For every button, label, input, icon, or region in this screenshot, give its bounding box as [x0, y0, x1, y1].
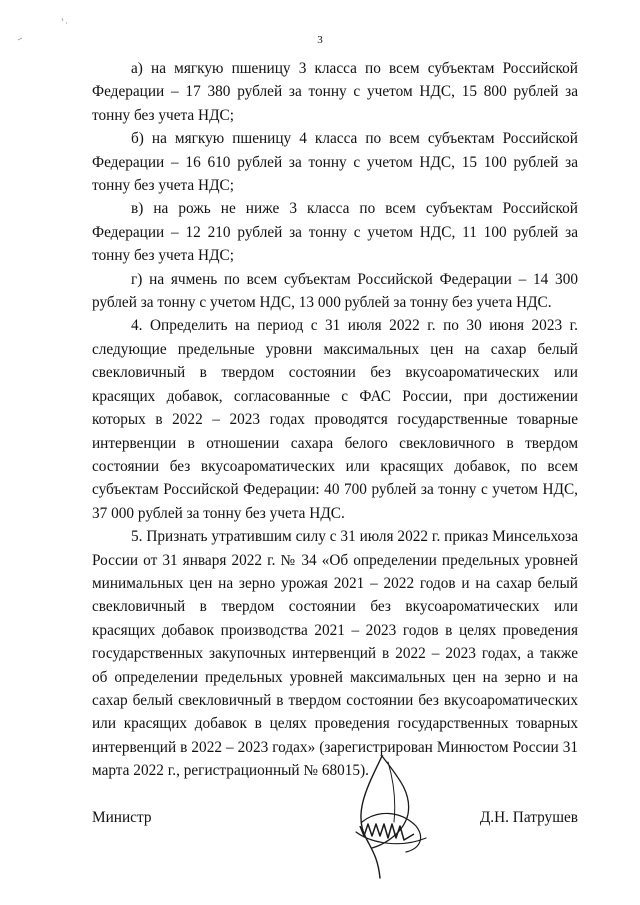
item-4-sugar-max-price: 4. Определить на период с 31 июля 2022 г. по 30 июня 2023 г. следующие предельные уровни максимальных цен на сахар белый свекловичный в твердом состоянии без вкусоароматических или красящих добавок, согласованные с ФАС России, при достижении которых в 2022 – 2023 годах проводятся государственные товарные интервенции в отношении сахара белого свекловичного в твердом состоянии без вкусоароматических или красящих добавок, по всем субъектам Российской Федерации: 40 700 рублей за тонну с учетом НДС, 37 000 рублей за тонну без учета НДС.	[92, 317, 578, 522]
clause-a-soft-wheat-class-3: а) на мягкую пшеницу 3 класса по всем субъектам Российской Федерации – 17 380 рублей за тонну с учетом НДС, 15 800 рублей за тонну без учета НДС;	[92, 60, 578, 124]
signatory-title: Министр	[92, 809, 152, 826]
signature-block	[92, 806, 578, 836]
clause-b-soft-wheat-class-4: б) на мягкую пшеницу 4 класса по всем субъектам Российской Федерации – 16 610 рублей за тонну с учетом НДС, 15 100 рублей за тонну без учета НДС;	[92, 130, 578, 195]
document-body	[92, 57, 578, 783]
item-5-repeal-order: 5. Признать утратившим силу с 31 июля 2022 г. приказ Минсельхоза России от 31 января 2022 г. № 34 «Об определении предельных уровней минимальных цен на зерно урожая 2021 – 2022 годов и на сахар белый свекловичный в твердом состоянии без вкусоароматических или красящих добавок производства 2021 – 2023 годов в целях проведения государственных закупочных интервенций в 2022 – 2023 годах, а также об определении предельных уровней максимальных цен на зерно и на сахар белый свекловичный в твердом состоянии без вкусоароматических или красящих добавок в целях проведения государственных товарных интервенций в 2022 – 2023 годах» (зарегистрирован Минюстом России 31 марта 2022 г., регистрационный № 68015).	[92, 528, 578, 780]
clause-g-barley: г) на ячмень по всем субъектам Российской Федерации – 14 300 рублей за тонну с учетом НДС, 13 000 рублей за тонну без учета НДС.	[92, 270, 578, 312]
clause-v-rye-class-3: в) на рожь не ниже 3 класса по всем субъектам Российской Федерации – 12 210 рублей за тонну с учетом НДС, 11 100 рублей за тонну без учета НДС;	[92, 200, 578, 265]
signatory-name: Д.Н. Патрушев	[479, 809, 578, 826]
page-number: 3	[317, 34, 323, 46]
